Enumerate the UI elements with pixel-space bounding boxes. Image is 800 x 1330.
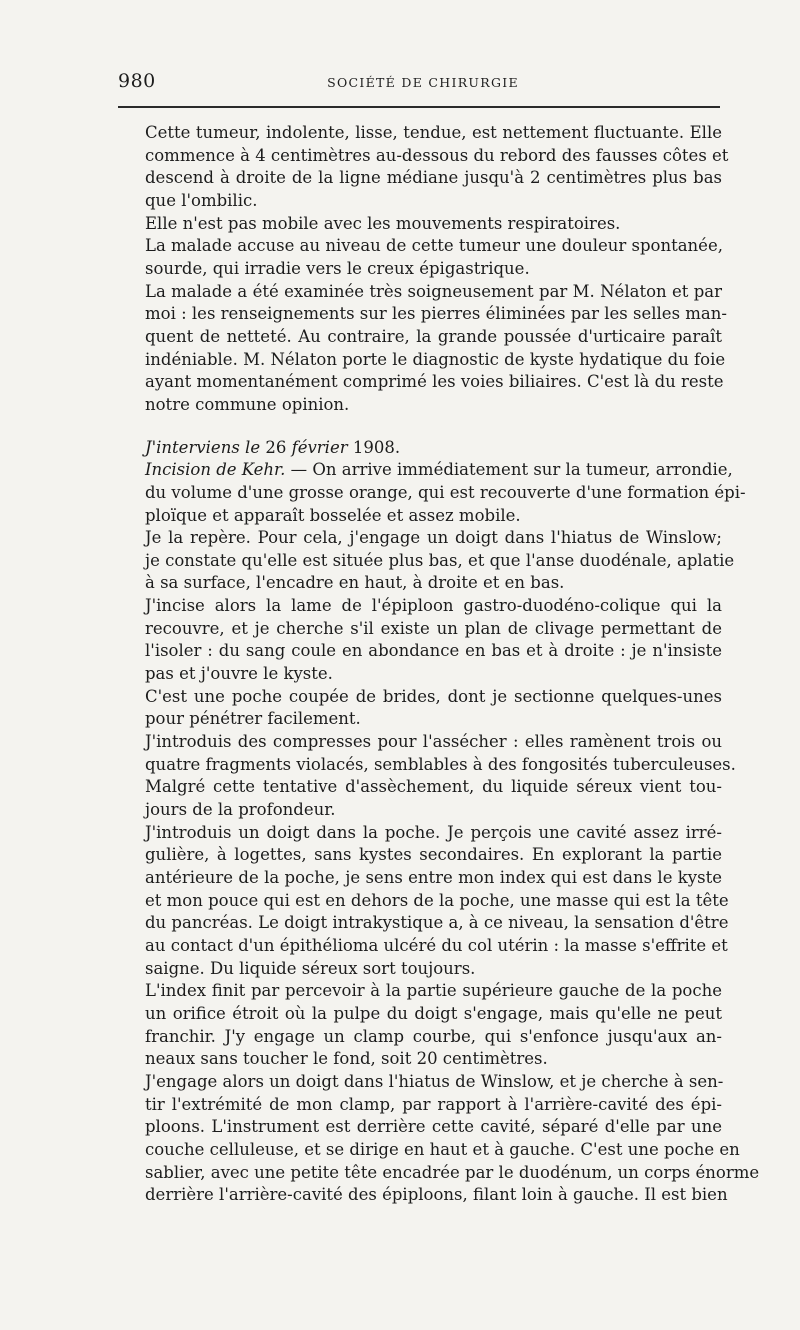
text-line: du volume d'une grosse orange, qui est recouverte d'une formation épi- (145, 482, 746, 502)
paragraph (117, 980, 722, 1071)
paragraph (117, 235, 722, 280)
date-day: 26 (265, 437, 287, 457)
paragraph (117, 822, 729, 981)
text-line: ayant momentanément comprimé les voies biliaires. C'est là du reste (145, 372, 724, 392)
paragraph (117, 281, 727, 417)
text-line: jours de la profondeur. (145, 800, 336, 820)
page-number: 980 (118, 70, 156, 92)
paragraph (117, 731, 736, 776)
text-line: à sa surface, l'encadre en haut, à droite et en bas. (145, 573, 565, 593)
text-line: au contact d'un épithélioma ulcéré du col utérin : la masse s'effrite et (145, 935, 728, 955)
text-line: La malade a été examinée très soigneusement par M. Nélaton et par (145, 281, 722, 301)
dated-line-intro: J'interviens le (145, 437, 261, 457)
dated-line (117, 437, 722, 460)
text-line: ploïque et apparaît bosselée et assez mobile. (145, 505, 521, 525)
text-line: indéniable. M. Nélaton porte le diagnostic de kyste hydatique du foie (145, 349, 726, 369)
text-line: gulière, à logettes, sans kystes secondaires. En explorant la partie (145, 845, 722, 865)
paragraph (117, 776, 722, 821)
text-line: — On arrive immédiatement sur la tumeur, arrondie, (285, 460, 733, 480)
paragraph (117, 527, 735, 595)
text-line: quent de netteté. Au contraire, la grande poussée d'urticaire paraît (145, 326, 722, 346)
text-line: ploons. L'instrument est derrière cette cavité, séparé d'elle par une (145, 1117, 722, 1137)
text-line: quatre fragments violacés, semblables à des fongosités tuberculeuses. (145, 754, 736, 774)
header-rule (118, 106, 720, 108)
text-line: descend à droite de la ligne médiane jusqu'à 2 centimètres plus bas (145, 168, 722, 188)
section-gap (117, 417, 722, 437)
text-line: J'incise alors la lame de l'épiploon gastro-duodéno-colique qui la (145, 596, 722, 616)
text-line: Je la repère. Pour cela, j'engage un doigt dans l'hiatus de Winslow; (145, 528, 722, 548)
text-line: que l'ombilic. (145, 190, 258, 210)
text-line: moi : les renseignements sur les pierres éliminées par les selles man- (145, 304, 727, 324)
text-line: et mon pouce qui est en dehors de la poche, une masse qui est la tête (145, 890, 729, 910)
date-month: février (291, 437, 348, 457)
text-line: l'isoler : du sang coule en abondance en bas et à droite : je n'insiste (145, 641, 722, 661)
text-line: notre commune opinion. (145, 394, 350, 414)
text-line: commence à 4 centimètres au-dessous du rebord des fausses côtes et (145, 145, 729, 165)
paragraph (117, 1071, 760, 1207)
paragraph (117, 595, 722, 686)
text-line: Cette tumeur, indolente, lisse, tendue, est nettement fluctuante. Elle (145, 123, 722, 142)
text-line: derrière l'arrière-cavité des épiploons, filant loin à gauche. Il est bien (145, 1185, 728, 1205)
text-line: pas et j'ouvre le kyste. (145, 664, 333, 684)
text-line: sourde, qui irradie vers le creux épigastrique. (145, 258, 530, 278)
text-line: du pancréas. Le doigt intrakystique a, à ce niveau, la sensation d'être (145, 913, 729, 933)
text-line: J'introduis un doigt dans la poche. Je perçois une cavité assez irré- (145, 822, 722, 842)
text-line: saigne. Du liquide séreux sort toujours. (145, 958, 476, 978)
paragraph (117, 686, 722, 731)
text-line: J'engage alors un doigt dans l'hiatus de Winslow, et je cherche à sen- (145, 1071, 724, 1091)
text-line: La malade accuse au niveau de cette tumeur une douleur spontanée, (145, 236, 723, 256)
paragraph (117, 122, 729, 213)
text-line: Elle n'est pas mobile avec les mouvements respiratoires. (145, 213, 621, 233)
text-line: J'introduis des compresses pour l'assécher : elles ramènent trois ou (145, 732, 722, 752)
text-line: antérieure de la poche, je sens entre mon index qui est dans le kyste (145, 868, 722, 887)
text-line: pour pénétrer facilement. (145, 709, 361, 729)
text-line: tir l'extrémité de mon clamp, par rapport à l'arrière-cavité des épi- (145, 1094, 722, 1114)
page-header (118, 70, 718, 100)
paragraph (117, 213, 722, 236)
text-line: sablier, avec une petite tête encadrée par le duodénum, un corps énorme (145, 1162, 760, 1182)
text-line: L'index finit par percevoir à la partie supérieure gauche de la poche (145, 981, 722, 1001)
section-lead: Incision de Kehr. (145, 460, 286, 480)
paragraph (117, 459, 746, 527)
body-text (117, 122, 760, 1207)
date-year: 1908. (352, 437, 401, 457)
text-line: C'est une poche coupée de brides, dont je sectionne quelques-unes (145, 686, 722, 706)
text-line: couche celluleuse, et se dirige en haut et à gauche. C'est une poche en (145, 1139, 740, 1159)
text-line: un orifice étroit où la pulpe du doigt s'engage, mais qu'elle ne peut (145, 1003, 722, 1023)
text-line: franchir. J'y engage un clamp courbe, qui s'enfonce jusqu'aux an- (145, 1026, 722, 1046)
running-head: SOCIÉTÉ DE CHIRURGIE (327, 75, 519, 90)
text-line: Malgré cette tentative d'assèchement, du liquide séreux vient tou- (145, 777, 722, 797)
text-line: je constate qu'elle est située plus bas, et que l'anse duodénale, aplatie (145, 550, 735, 570)
text-line: neaux sans toucher le fond, soit 20 centimètres. (145, 1049, 548, 1069)
text-line: recouvre, et je cherche s'il existe un plan de clivage permettant de (145, 618, 722, 638)
